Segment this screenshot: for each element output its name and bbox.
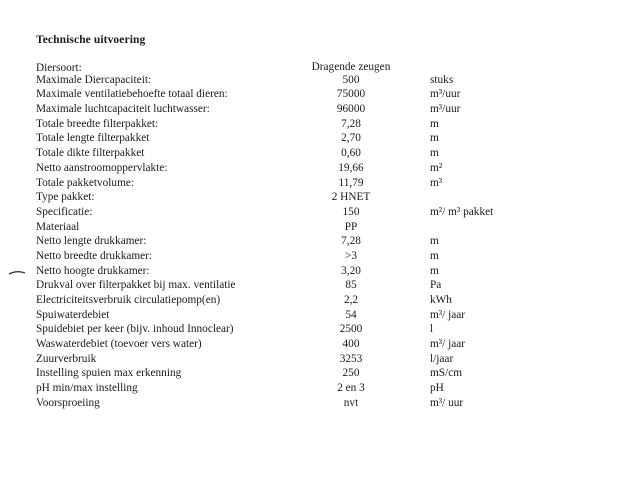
row-label: Maximale Diercapaciteit: [36,73,152,86]
row-unit: m [430,147,439,160]
row-value: 2500 [339,323,363,336]
row-value: nvt [343,396,359,409]
table-row [36,73,596,88]
table-row [36,117,596,132]
row-value: 7,28 [341,117,361,130]
document-title: Technische uitvoering [36,34,146,46]
row-label: Specificatie: [36,205,93,218]
table-row [36,337,596,352]
row-unit: stuks [430,73,454,86]
row-unit: m³/uur [430,103,461,116]
table-row [36,58,596,73]
table-row [36,205,596,220]
row-value: 400 [342,338,360,351]
row-value: 3253 [339,352,363,365]
row-unit: m³/ uur [430,396,464,409]
row-label: Drukval over filterpakket bij max. ventilatie [36,279,236,292]
table-row [36,161,596,176]
row-label: Spuidebiet per keer (bijv. inhoud Innoclear) [36,323,234,336]
row-unit: m [430,117,439,130]
row-value: 2 HNET [331,191,371,204]
row-label: Totale lengte filterpakket [36,132,150,145]
table-row [36,220,596,235]
row-value: Dragende zeugen [311,61,391,73]
row-value: 250 [342,367,360,380]
row-value: 11,79 [338,176,364,189]
row-value: 500 [342,73,360,86]
table-row [36,352,596,367]
scan-artifact-mark [8,270,26,276]
row-label: Zuurverbruik [36,352,97,365]
spec-table [36,58,596,411]
row-value: 3,20 [341,264,361,277]
table-row [36,190,596,205]
row-label: Totale breedte filterpakket: [36,117,159,130]
table-row [36,176,596,191]
row-value: 96000 [336,103,366,116]
row-unit: m³/ jaar [430,308,466,321]
row-label: Type pakket: [36,191,95,204]
row-unit: m² [430,161,443,174]
table-row [36,308,596,323]
row-label: Electriciteitsverbruik circulatiepomp(en) [36,294,221,306]
row-unit: m³/ jaar [430,338,466,351]
row-unit: mS/cm [430,367,463,380]
row-value: 54 [345,308,357,321]
row-value: 150 [342,205,360,218]
table-row [36,102,596,117]
row-value: 2,2 [343,294,359,306]
row-value: 2 en 3 [337,382,365,395]
table-row [36,234,596,249]
row-value: 2,70 [341,132,361,145]
row-unit: m [430,235,439,248]
table-row [36,293,596,308]
row-unit: m²/ m³ pakket [430,205,494,218]
row-label: Maximale luchtcapaciteit luchtwasser: [36,103,210,116]
row-label: Maximale ventilatiebehoefte totaal dieren: [36,88,228,101]
row-label: Spuiwaterdebiet [36,308,110,321]
row-label: Netto lengte drukkamer: [36,235,147,248]
row-label: Diersoort: [36,62,82,74]
row-value: 7,28 [341,235,361,248]
row-unit: pH [430,382,444,395]
table-row [36,322,596,337]
row-label: Totale dikte filterpakket [36,147,145,160]
row-unit: Pa [430,279,442,292]
row-label: Instelling spuien max erkenning [36,367,182,380]
row-label: Netto breedte drukkamer: [36,249,153,262]
row-unit: m [430,132,439,145]
row-unit: kWh [430,294,452,306]
row-label: pH min/max instelling [36,382,138,395]
row-value: >3 [344,249,358,262]
table-row [36,264,596,279]
row-label: Netto aanstroomoppervlakte: [36,161,168,174]
row-value: 75000 [336,88,366,101]
table-row [36,131,596,146]
row-value: 19,66 [338,161,364,174]
row-value: PP [344,220,358,233]
row-label: Voorsproeiing [36,396,100,409]
table-row [36,87,596,102]
table-row [36,396,596,411]
row-value: 0,60 [341,147,361,160]
row-unit: m³ [430,176,443,189]
table-row [36,278,596,293]
row-label: Waswaterdebiet (toevoer vers water) [36,338,202,351]
row-label: Netto hoogte drukkamer: [36,264,150,277]
row-label: Materiaal [36,220,80,233]
row-value: 85 [345,279,357,292]
row-unit: m³/uur [430,88,461,101]
table-row [36,249,596,264]
row-label: Totale pakketvolume: [36,176,135,189]
table-row [36,146,596,161]
table-row [36,366,596,381]
table-row [36,381,596,396]
row-unit: l [430,323,434,336]
row-unit: m [430,249,439,262]
row-unit: l/jaar [430,352,454,365]
row-unit: m [430,264,439,277]
